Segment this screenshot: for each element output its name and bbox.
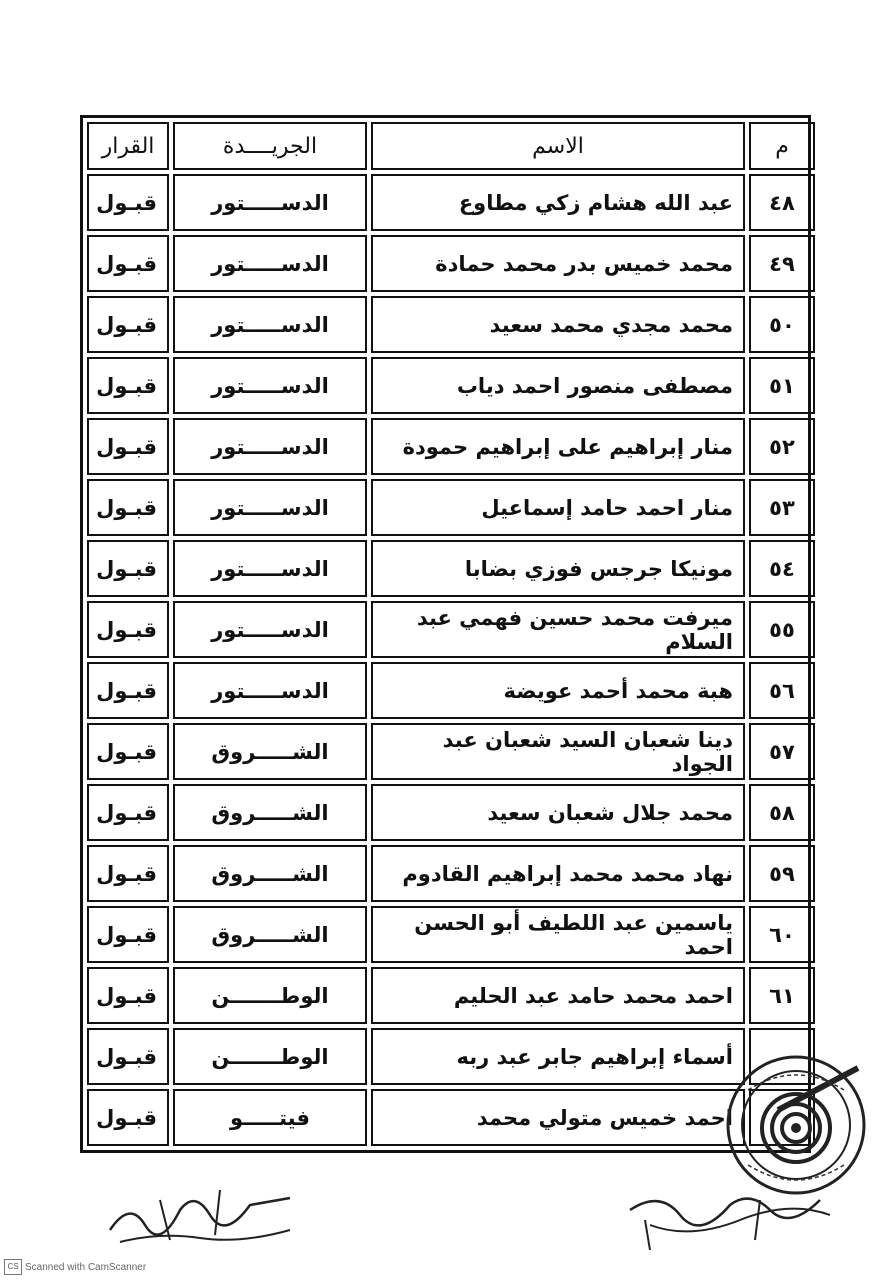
row-paper: الدســـــتور	[173, 174, 367, 231]
row-name: محمد جلال شعبان سعيد	[371, 784, 745, 841]
row-num: ٥٥	[749, 601, 815, 658]
row-decision: قبـول	[87, 784, 169, 841]
table-header-row	[87, 122, 815, 170]
handwritten-signature-left	[100, 1170, 300, 1260]
row-paper: الدســـــتور	[173, 662, 367, 719]
row-num: ٤٨	[749, 174, 815, 231]
header-decision: القرار	[87, 122, 169, 170]
row-decision: قبـول	[87, 235, 169, 292]
table	[83, 118, 819, 1150]
row-name: نهاد محمد محمد إبراهيم القادوم	[371, 845, 745, 902]
row-decision: قبـول	[87, 479, 169, 536]
row-paper: الدســـــتور	[173, 296, 367, 353]
table-row	[87, 967, 815, 1024]
row-decision: قبـول	[87, 601, 169, 658]
row-name: ميرفت محمد حسين فهمي عبد السلام	[371, 601, 745, 658]
header-name: الاسم	[371, 122, 745, 170]
row-name: محمد خميس بدر محمد حمادة	[371, 235, 745, 292]
row-paper: فيتـــــو	[173, 1089, 367, 1146]
row-name: ياسمين عبد اللطيف أبو الحسن احمد	[371, 906, 745, 963]
members-table	[80, 115, 811, 1153]
row-paper: الشـــــروق	[173, 723, 367, 780]
row-paper: الدســـــتور	[173, 601, 367, 658]
row-decision: قبـول	[87, 845, 169, 902]
table-row	[87, 1028, 815, 1085]
scanner-footer-text: Scanned with CamScanner	[25, 1261, 147, 1273]
table-row	[87, 845, 815, 902]
row-name: احمد محمد حامد عبد الحليم	[371, 967, 745, 1024]
row-num: ٦١	[749, 967, 815, 1024]
row-name: مونيكا جرجس فوزي بضابا	[371, 540, 745, 597]
row-num: ٤٩	[749, 235, 815, 292]
camscanner-icon: CS	[4, 1259, 22, 1275]
row-name: مصطفى منصور احمد دياب	[371, 357, 745, 414]
table-row	[87, 357, 815, 414]
row-decision: قبـول	[87, 1028, 169, 1085]
header-num: م	[749, 122, 815, 170]
row-paper: الشـــــروق	[173, 784, 367, 841]
row-decision: قبـول	[87, 357, 169, 414]
scanner-footer	[4, 1259, 146, 1275]
row-name: أسماء إبراهيم جابر عبد ربه	[371, 1028, 745, 1085]
row-decision: قبـول	[87, 296, 169, 353]
row-num: ٥٠	[749, 296, 815, 353]
table-body	[87, 174, 815, 1146]
row-paper: الشـــــروق	[173, 906, 367, 963]
row-name: منار احمد حامد إسماعيل	[371, 479, 745, 536]
row-decision: قبـول	[87, 540, 169, 597]
table-row	[87, 662, 815, 719]
row-paper: الشـــــروق	[173, 845, 367, 902]
row-name: منار إبراهيم على إبراهيم حمودة	[371, 418, 745, 475]
table-row	[87, 723, 815, 780]
row-num: ٥٧	[749, 723, 815, 780]
table-row	[87, 418, 815, 475]
row-decision: قبـول	[87, 1089, 169, 1146]
row-num: ٥٩	[749, 845, 815, 902]
row-decision: قبـول	[87, 418, 169, 475]
table-row	[87, 601, 815, 658]
table-row	[87, 1089, 815, 1146]
table-row	[87, 906, 815, 963]
row-num: ٥٨	[749, 784, 815, 841]
row-name: عبد الله هشام زكي مطاوع	[371, 174, 745, 231]
table-row	[87, 784, 815, 841]
row-name: احمد خميس متولي محمد	[371, 1089, 745, 1146]
table-row	[87, 235, 815, 292]
row-num: ٥٣	[749, 479, 815, 536]
table-row	[87, 540, 815, 597]
row-paper: الوطـــــــن	[173, 1028, 367, 1085]
row-num: ٦٠	[749, 906, 815, 963]
row-decision: قبـول	[87, 662, 169, 719]
row-name: دينا شعبان السيد شعبان عبد الجواد	[371, 723, 745, 780]
row-num: ٥٤	[749, 540, 815, 597]
handwritten-signature-right	[620, 1170, 850, 1260]
table-row	[87, 479, 815, 536]
header-paper: الجريــــدة	[173, 122, 367, 170]
row-paper: الوطـــــــن	[173, 967, 367, 1024]
row-decision: قبـول	[87, 174, 169, 231]
row-paper: الدســـــتور	[173, 235, 367, 292]
row-decision: قبـول	[87, 723, 169, 780]
row-num: ٥١	[749, 357, 815, 414]
row-paper: الدســـــتور	[173, 479, 367, 536]
row-paper: الدســـــتور	[173, 357, 367, 414]
row-decision: قبـول	[87, 906, 169, 963]
row-paper: الدســـــتور	[173, 418, 367, 475]
row-num: ٥٢	[749, 418, 815, 475]
row-num: ٥٦	[749, 662, 815, 719]
table-row	[87, 174, 815, 231]
row-name: هبة محمد أحمد عويضة	[371, 662, 745, 719]
row-paper: الدســـــتور	[173, 540, 367, 597]
row-decision: قبـول	[87, 967, 169, 1024]
table-row	[87, 296, 815, 353]
row-name: محمد مجدي محمد سعيد	[371, 296, 745, 353]
